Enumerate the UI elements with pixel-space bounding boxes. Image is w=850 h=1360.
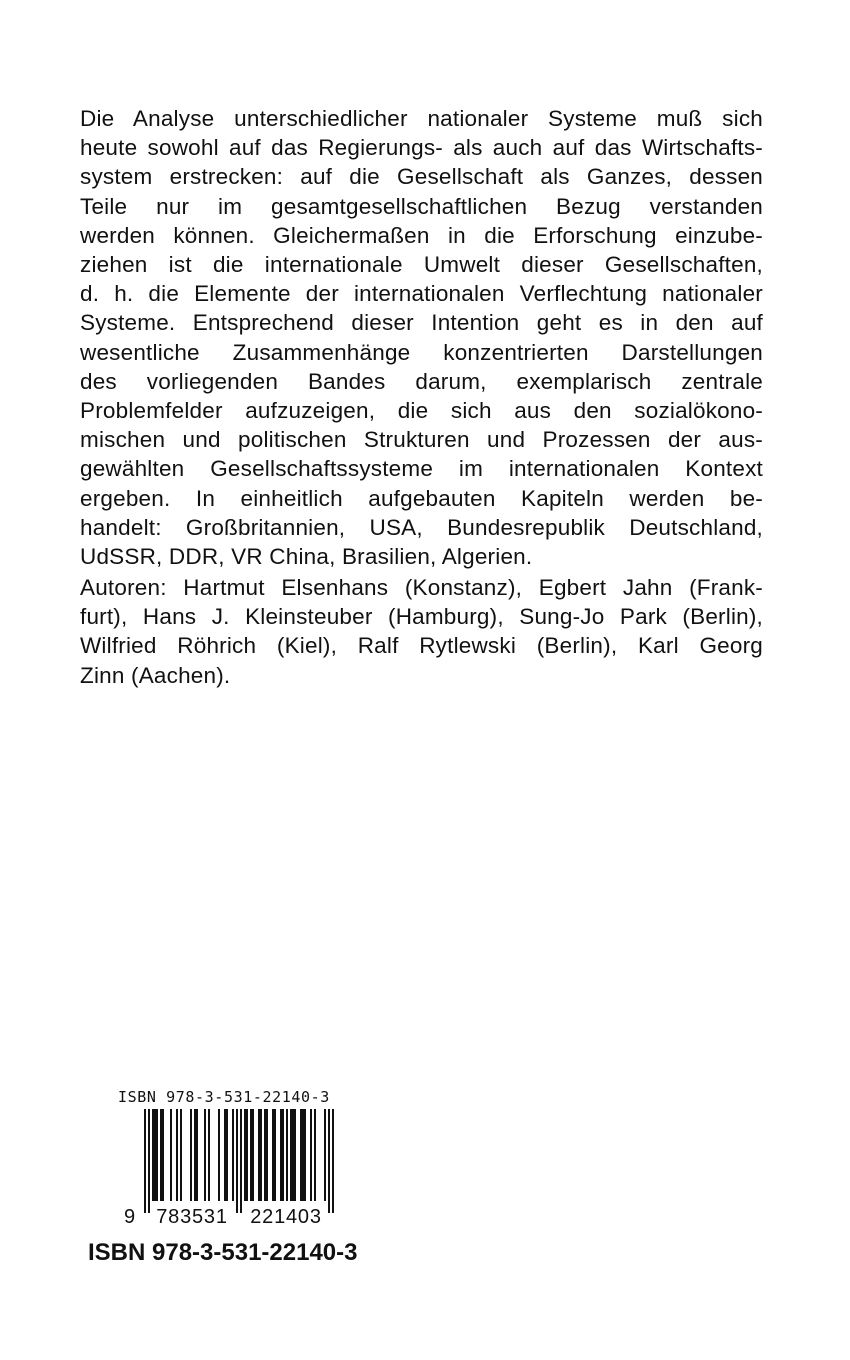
barcode-isbn-label: ISBN 978-3-531-22140-3: [118, 1088, 330, 1106]
barcode-bar: [258, 1109, 260, 1201]
barcode-bar: [304, 1109, 306, 1201]
barcode-guard-bar: [240, 1109, 242, 1213]
barcode-bar: [310, 1109, 312, 1201]
authors-paragraph: [80, 573, 763, 690]
barcode-bar: [196, 1109, 198, 1201]
barcode-guard-bar: [236, 1109, 238, 1213]
description-line: heute sowohl auf das Regierungs- als auch auf das Wirtschafts-: [80, 135, 763, 161]
description-line: Problemfelder aufzuzeigen, die sich aus den sozialökono-: [80, 398, 763, 424]
description-line: werden können. Gleichermaßen in die Erforschung einzube-: [80, 222, 763, 248]
barcode-bar: [274, 1109, 276, 1201]
isbn-number: ISBN 978-3-531-22140-3: [88, 1239, 358, 1266]
authors-line: Wilfried Röhrich (Kiel), Ralf Rytlewski (Berlin), Karl Georg: [80, 633, 763, 659]
barcode-bar: [160, 1109, 162, 1201]
description-line: Teile nur im gesamtgesellschaftlichen Bezug verstanden: [80, 193, 763, 219]
barcode-bar: [244, 1109, 246, 1201]
barcode-bar: [226, 1109, 228, 1201]
barcode-bar: [162, 1109, 164, 1201]
barcode-guard-bar: [332, 1109, 334, 1213]
barcode-bar: [252, 1109, 254, 1201]
barcode-bar: [224, 1109, 226, 1201]
barcode-guard-bar: [148, 1109, 150, 1213]
description-line: wesentliche Zusammenhänge konzentrierten Darstellungen: [80, 339, 763, 365]
description-line: Systeme. Entsprechend dieser Intention geht es in den auf: [80, 310, 763, 336]
barcode-bar: [190, 1109, 192, 1201]
barcode-bar: [176, 1109, 178, 1201]
barcode-bar: [302, 1109, 304, 1201]
barcode-bar: [204, 1109, 206, 1201]
barcode-bar: [282, 1109, 284, 1201]
barcode-guard-bar: [144, 1109, 146, 1213]
barcode-bar: [292, 1109, 294, 1201]
description-line: gewählten Gesellschaftssysteme im internationalen Kontext: [80, 456, 763, 482]
barcode-guard-bar: [328, 1109, 330, 1213]
isbn-barcode: [118, 1088, 378, 1230]
barcode-bar: [300, 1109, 302, 1201]
barcode-bar: [156, 1109, 158, 1201]
authors-line: Zinn (Aachen).: [80, 662, 231, 688]
barcode-bar: [286, 1109, 288, 1201]
barcode-bar: [154, 1109, 156, 1201]
barcode-bar: [208, 1109, 210, 1201]
description-line: system erstrecken: auf die Gesellschaft als Ganzes, dessen: [80, 164, 763, 190]
barcode-bar: [194, 1109, 196, 1201]
description-line: mischen und politischen Strukturen und Prozessen der aus-: [80, 427, 763, 453]
authors-line: Autoren: Hartmut Elsenhans (Konstanz), Egbert Jahn (Frank-: [80, 575, 763, 600]
description-line: d. h. die Elemente der internationalen Verflechtung nationaler: [80, 281, 763, 307]
description-line: ziehen ist die internationale Umwelt dieser Gesellschaften,: [80, 252, 763, 278]
barcode-bar: [232, 1109, 234, 1201]
barcode-bar: [218, 1109, 220, 1201]
description-line: ergeben. In einheitlich aufgebauten Kapiteln werden be-: [80, 485, 763, 511]
barcode-bar: [324, 1109, 326, 1201]
barcode-bar: [272, 1109, 274, 1201]
description-line: UdSSR, DDR, VR China, Brasilien, Algerien.: [80, 544, 533, 570]
barcode-bar: [264, 1109, 266, 1201]
barcode-first-digit: 9: [124, 1206, 136, 1227]
barcode-bar: [266, 1109, 268, 1201]
barcode-bar: [290, 1109, 292, 1201]
barcode-bar: [246, 1109, 248, 1201]
barcode-left-digits: 783531: [156, 1206, 228, 1227]
barcode-bar: [294, 1109, 296, 1201]
description-line: handelt: Großbritannien, USA, Bundesrepublik Deutschland,: [80, 514, 763, 540]
barcode-right-digits: 221403: [250, 1206, 322, 1227]
authors-line: furt), Hans J. Kleinsteuber (Hamburg), Sung-Jo Park (Berlin),: [80, 604, 763, 630]
barcode-image: [118, 1109, 378, 1227]
barcode-bar: [180, 1109, 182, 1201]
barcode-bar: [280, 1109, 282, 1201]
description-paragraph: [80, 104, 763, 571]
description-line: Die Analyse unterschiedlicher nationaler Systeme muß sich: [80, 106, 763, 131]
barcode-bar: [314, 1109, 316, 1201]
barcode-bar: [260, 1109, 262, 1201]
barcode-bar: [170, 1109, 172, 1201]
barcode-bar: [152, 1109, 154, 1201]
description-line: des vorliegenden Bandes darum, exemplarisch zentrale: [80, 368, 763, 394]
barcode-bar: [250, 1109, 252, 1201]
